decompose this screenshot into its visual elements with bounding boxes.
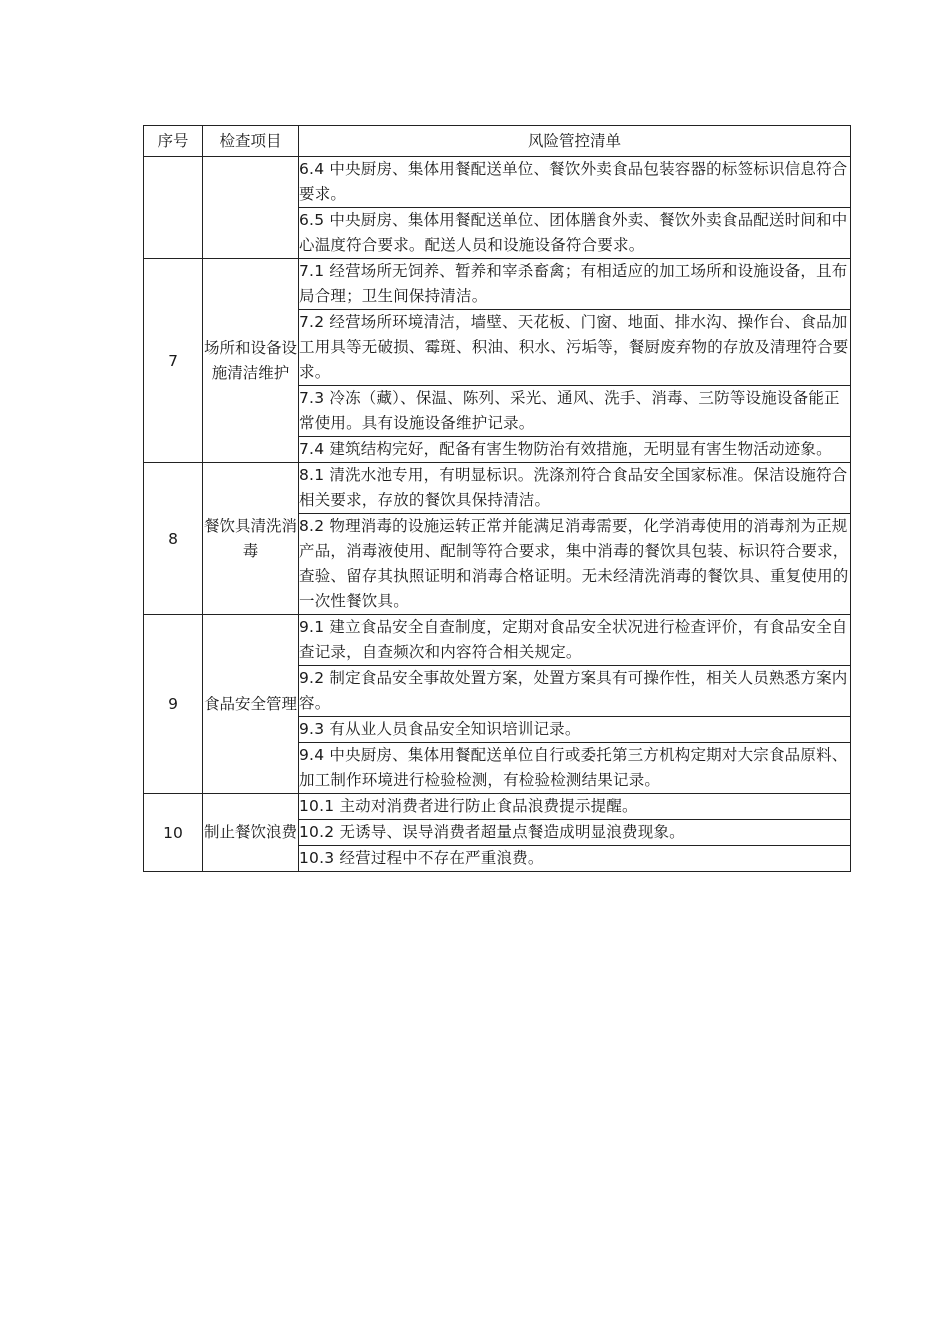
header-seq: 序号: [144, 126, 203, 157]
section-8-item: 餐饮具清洗消毒: [203, 463, 299, 615]
checklist-item-6-4: 6.4 中央厨房、集体用餐配送单位、餐饮外卖食品包装容器的标签标识信息符合要求。: [299, 157, 851, 208]
checklist-item-10-1: 10.1 主动对消费者进行防止食品浪费提示提醒。: [299, 794, 851, 820]
checklist-item-9-4: 9.4 中央厨房、集体用餐配送单位自行或委托第三方机构定期对大宗食品原料、加工制作环境进行检验检测，有检验检测结果记录。: [299, 743, 851, 794]
checklist-item-8-1: 8.1 清洗水池专用，有明显标识。洗涤剂符合食品安全国家标准。保洁设施符合相关要求，存放的餐饮具保持清洁。: [299, 463, 851, 514]
checklist-item-7-2: 7.2 经营场所环境清洁，墙壁、天花板、门窗、地面、排水沟、操作台、食品加工用具等无破损、霉斑、积油、积水、污垢等，餐厨废弃物的存放及清理符合要求。: [299, 310, 851, 386]
section-9-item: 食品安全管理: [203, 615, 299, 794]
table-row: [144, 259, 851, 310]
section-8-number: 8: [144, 463, 203, 615]
checklist-item-9-3: 9.3 有从业人员食品安全知识培训记录。: [299, 717, 851, 743]
section-7-number: 7: [144, 259, 203, 463]
header-list: 风险管控清单: [299, 126, 851, 157]
checklist-item-7-1: 7.1 经营场所无饲养、暂养和宰杀畜禽；有相适应的加工场所和设施设备，且布局合理；卫生间保持清洁。: [299, 259, 851, 310]
risk-control-table: [143, 125, 851, 872]
checklist-item-9-2: 9.2 制定食品安全事故处置方案，处置方案具有可操作性，相关人员熟悉方案内容。: [299, 666, 851, 717]
table-row: [144, 615, 851, 666]
checklist-item-7-3: 7.3 冷冻（藏）、保温、陈列、采光、通风、洗手、消毒、三防等设施设备能正常使用。具有设施设备维护记录。: [299, 386, 851, 437]
header-item: 检查项目: [203, 126, 299, 157]
checklist-item-9-1: 9.1 建立食品安全自查制度，定期对食品安全状况进行检查评价，有食品安全自查记录，自查频次和内容符合相关规定。: [299, 615, 851, 666]
section-6-item: [203, 157, 299, 259]
checklist-item-10-3: 10.3 经营过程中不存在严重浪费。: [299, 846, 851, 872]
checklist-item-8-2: 8.2 物理消毒的设施运转正常并能满足消毒需要，化学消毒使用的消毒剂为正规产品，消毒液使用、配制等符合要求，集中消毒的餐饮具包装、标识符合要求，查验、留存其执照证明和消毒合格证明。无未经清洗消毒的餐饮具、重复使用的一次性餐饮具。: [299, 514, 851, 615]
checklist-item-7-4: 7.4 建筑结构完好，配备有害生物防治有效措施，无明显有害生物活动迹象。: [299, 437, 851, 463]
section-6-number: [144, 157, 203, 259]
section-10-item: 制止餐饮浪费: [203, 794, 299, 872]
table-header-row: [144, 126, 851, 157]
table-row: [144, 794, 851, 820]
table-row: [144, 157, 851, 208]
table-row: [144, 463, 851, 514]
checklist-item-6-5: 6.5 中央厨房、集体用餐配送单位、团体膳食外卖、餐饮外卖食品配送时间和中心温度符合要求。配送人员和设施设备符合要求。: [299, 208, 851, 259]
section-7-item: 场所和设备设施清洁维护: [203, 259, 299, 463]
checklist-item-10-2: 10.2 无诱导、误导消费者超量点餐造成明显浪费现象。: [299, 820, 851, 846]
section-9-number: 9: [144, 615, 203, 794]
section-10-number: 10: [144, 794, 203, 872]
